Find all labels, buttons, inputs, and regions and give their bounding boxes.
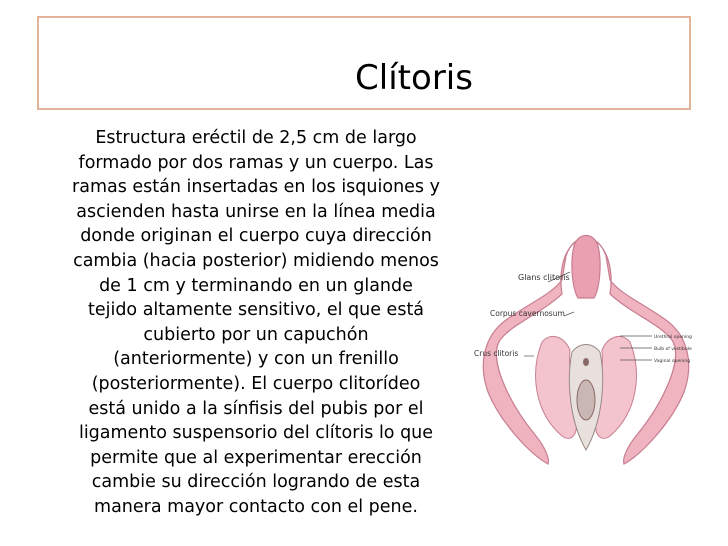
label-crus: Crus clitoris xyxy=(474,349,519,358)
title-box xyxy=(37,16,691,110)
body-line: de 1 cm y terminando en un glande xyxy=(99,275,413,296)
body-line: ligamento suspensorio del clítoris lo que xyxy=(78,423,434,444)
body-line: está unido a la sínfisis del pubis por el xyxy=(88,398,424,419)
body-line: Estructura eréctil de 2,5 cm de largo xyxy=(95,128,417,148)
body-line: manera mayor contacto con el pene. xyxy=(94,496,418,517)
body-line: (posteriormente). El cuerpo clitorídeo xyxy=(91,373,421,394)
body-line: ramas están insertadas en los isquiones y xyxy=(72,177,440,198)
body-line: formado por dos ramas y un cuerpo. Las xyxy=(78,152,434,173)
body-line: cambia (hacia posterior) midiendo menos xyxy=(73,250,439,271)
anatomy-illustration xyxy=(470,232,702,468)
anatomy-drawing xyxy=(470,232,702,468)
vaginal-opening xyxy=(577,380,595,420)
body-line: permite que al experimentar erección xyxy=(90,447,422,468)
glans-shape xyxy=(572,236,600,299)
body-line: (anteriormente) y con un frenillo xyxy=(113,349,399,370)
label-urethral: Urethral opening xyxy=(654,335,692,340)
body-line: donde originan el cuerpo cuya dirección xyxy=(80,226,432,247)
leader-line xyxy=(564,312,574,316)
slide-title: Clítoris xyxy=(355,58,473,98)
body-line: cambie su dirección logrando de esta xyxy=(91,472,421,493)
body-text xyxy=(36,126,476,520)
body-line: tejido altamente sensitivo, el que está xyxy=(87,300,425,321)
body-line: cubierto por un capuchón xyxy=(143,324,369,345)
label-vaginal: Vaginal opening xyxy=(654,359,691,364)
label-glans: Glans clitoris xyxy=(518,273,570,282)
urethral-opening xyxy=(583,358,589,366)
body-line: ascienden hasta unirse en la línea media xyxy=(76,201,436,222)
label-bulb: Bulb of vestibule xyxy=(654,347,692,352)
label-corpus: Corpus cavernosum xyxy=(490,309,565,318)
